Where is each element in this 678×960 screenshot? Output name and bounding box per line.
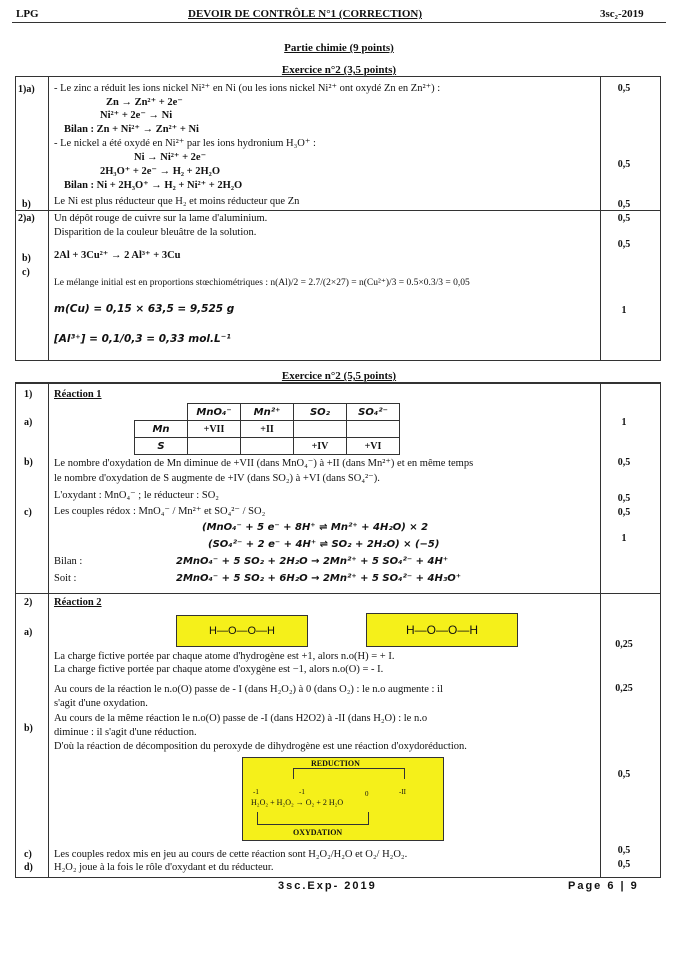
ex1-line: Bilan : Zn + Ni²⁺ → Zn²⁺ + Ni — [64, 124, 199, 135]
ex1-line: [Al³⁺] = 0,1/0,3 = 0,33 mol.L⁻¹ — [54, 333, 231, 345]
points: 1 — [621, 533, 627, 544]
ex2-line: Le nombre d'oxydation de Mn diminue de +VII (dans MnO₄⁻) à +II (dans Mn²⁺) et en même temps — [54, 458, 474, 469]
ex2-line: L'oxydant : MnO₄⁻ ; le réducteur : SO₂ — [54, 490, 219, 501]
n-o-oxygen: 0 — [365, 790, 369, 798]
n-o-left: -1 — [253, 788, 259, 796]
points: 0,5 — [617, 493, 631, 504]
table-head: Mn²⁺ — [241, 404, 294, 421]
exercise1-box — [15, 76, 661, 361]
exercise1-title: Exercice n°2 (3,5 points) — [281, 64, 397, 76]
table-head: SO₄²⁻ — [347, 404, 400, 421]
points: 0,5 — [617, 507, 631, 518]
header-rule — [12, 22, 666, 23]
ex2-line: Bilan : — [54, 556, 83, 567]
reduction-label: REDUCTION — [311, 759, 360, 768]
ex2-line: s'agit d'une oxydation. — [54, 698, 148, 709]
ex2-equation: 2MnO₄⁻ + 5 SO₂ + 2H₂O → 2Mn²⁺ + 5 SO₄²⁻ + 4H⁺ — [176, 556, 449, 567]
ex1-label-2b: b) — [22, 253, 31, 264]
exercise2-box — [15, 382, 661, 878]
ex2-equation: 2MnO₄⁻ + 5 SO₂ + 6H₂O → 2Mn²⁺ + 5 SO₄²⁻ + 4H₃O⁺ — [176, 573, 461, 584]
points: 1 — [621, 417, 627, 428]
part-title: Partie chimie (9 points) — [284, 42, 394, 54]
table-cell: +VI — [347, 438, 400, 455]
ex1-line: 2Al + 3Cu²⁺ → 2 Al³⁺ + 3Cu — [54, 250, 181, 261]
page-number: Page 6 | 9 — [568, 880, 639, 892]
points: 0,25 — [615, 683, 633, 694]
ex1-line: 2H₃O⁺ + 2e⁻ → H₂ + 2H₂O — [100, 166, 220, 177]
ex1-label-2a: 2)a) — [18, 213, 35, 224]
points: 0,5 — [617, 859, 631, 870]
points: 0,5 — [617, 213, 631, 224]
ex2-label-1a: a) — [24, 417, 33, 428]
points: 0,5 — [617, 199, 631, 210]
diagram-equation: H₂O₂ + H₂O₂ → O₂ + 2 H₂O — [251, 798, 344, 807]
n-o-right: -II — [399, 788, 406, 796]
points: 0,5 — [617, 845, 631, 856]
table-cell — [188, 438, 241, 455]
ex1-line: Le Ni est plus réducteur que H₂ et moins réducteur que Zn — [54, 196, 300, 207]
ex2-equation: (MnO₄⁻ + 5 e⁻ + 8H⁺ ⇌ Mn²⁺ + 4H₂O) × 2 — [202, 522, 429, 533]
table-cell: +VII — [188, 421, 241, 438]
lewis-formula-box: H—O—O—H — [176, 615, 308, 647]
ex2-label-1c: c) — [24, 507, 32, 518]
class-label: 3sc₂-2019 — [600, 8, 644, 20]
ex2-line: La charge fictive portée par chaque atome d'oxygène est −1, alors n.o(O) = - I. — [54, 664, 384, 675]
ex2-line: H₂O₂ joue à la fois le rôle d'oxydant et du réducteur. — [54, 862, 274, 873]
n-o-mid: -1 — [299, 788, 305, 796]
reduction-arrow — [293, 768, 405, 779]
ex1-line: - Le zinc a réduit les ions nickel Ni²⁺ en Ni (ou les ions nickel Ni²⁺ ont oxydé Zn en Zn²⁺) : — [54, 83, 441, 94]
ex2-label-2: 2) — [24, 597, 33, 608]
ex1-line: Un dépôt rouge de cuivre sur la lame d'aluminium. — [54, 213, 268, 224]
table-cell — [241, 438, 294, 455]
table-cell: S — [135, 438, 188, 455]
page-title: DEVOIR DE CONTRÔLE N°1 (CORRECTION) — [188, 8, 422, 20]
points: 0,5 — [617, 457, 631, 468]
ex1-label-2c: c) — [22, 267, 30, 278]
school-label: LPG — [16, 8, 39, 20]
ex1-line: Bilan : Ni + 2H₃O⁺ → H₂ + Ni²⁺ + 2H₂O — [64, 180, 243, 191]
redox-diagram — [242, 757, 444, 841]
ex1-label-1b: b) — [22, 199, 31, 210]
table-head: SO₂ — [294, 404, 347, 421]
ex1-line: m(Cu) = 0,15 × 63,5 = 9,525 g — [54, 303, 235, 315]
ex2-label-2b: b) — [24, 723, 33, 734]
table-cell — [347, 421, 400, 438]
table-cell: Mn — [135, 421, 188, 438]
points: 1 — [621, 305, 627, 316]
oxidation-number-table — [134, 403, 400, 455]
ex2-line: D'où la réaction de décomposition du peroxyde de dihydrogène est une réaction d'oxydoréduction. — [54, 741, 467, 752]
ex2-label-2c: c) — [24, 849, 32, 860]
oxidation-arrow — [257, 812, 369, 825]
ex2-line: Au cours de la même réaction le n.o(O) passe de -I (dans H2O2) à -II (dans H₂O) : le n.o — [54, 713, 428, 724]
reaction2-title: Réaction 2 — [54, 597, 102, 608]
points: 0,5 — [617, 239, 631, 250]
ex1-line: - Le nickel a été oxydé en Ni²⁺ par les ions hydronium H₃O⁺ : — [54, 138, 316, 149]
points: 0,5 — [617, 159, 631, 170]
ex1-line: Le mélange initial est en proportions stœchiométriques : n(Al)/2 = 2.7/(2×27) = n(Cu²⁺)/3 = 0.5×0.3/3 = 0,05 — [54, 278, 470, 288]
charge-formula-box: H—O—O—H — [366, 613, 518, 647]
table-cell — [294, 421, 347, 438]
ex1-line: Disparition de la couleur bleuâtre de la solution. — [54, 227, 257, 238]
ex2-line: le nombre d'oxydation de S augmente de +IV (dans SO₂) à +VI (dans SO₄²⁻). — [54, 473, 380, 484]
ex2-line: Soit : — [54, 573, 77, 584]
ex2-line: diminue : il s'agit d'une réduction. — [54, 727, 197, 738]
points: 0,5 — [617, 83, 631, 94]
table-cell: +II — [241, 421, 294, 438]
ex1-line: Zn → Zn²⁺ + 2e⁻ — [106, 97, 183, 108]
points: 0,5 — [617, 769, 631, 780]
ex2-line: La charge fictive portée par chaque atome d'hydrogène est +1, alors n.o(H) = + I. — [54, 651, 395, 662]
table-cell: +IV — [294, 438, 347, 455]
ex1-line: Ni²⁺ + 2e⁻ → Ni — [100, 110, 173, 121]
ex2-equation: (SO₄²⁻ + 2 e⁻ + 4H⁺ ⇌ SO₂ + 2H₂O) × (−5) — [208, 539, 440, 550]
ex1-line: Ni → Ni²⁺ + 2e⁻ — [134, 152, 207, 163]
points: 0,25 — [615, 639, 633, 650]
exercise2-title: Exercice n°2 (5,5 points) — [281, 370, 397, 382]
reaction1-title: Réaction 1 — [54, 389, 102, 400]
ex1-label-1a: 1)a) — [18, 84, 35, 95]
ex2-line: Les couples rédox : MnO₄⁻ / Mn²⁺ et SO₄²⁻ / SO₂ — [54, 506, 266, 517]
ex2-label-1: 1) — [24, 389, 33, 400]
ex2-label-1b: b) — [24, 457, 33, 468]
footer-class: 3sc.Exp- 2019 — [278, 880, 377, 892]
ex2-line: Au cours de la réaction le n.o(O) passe de - I (dans H₂O₂) à 0 (dans O₂) : le n.o augmente : il — [54, 684, 443, 695]
ex2-label-2d: d) — [24, 862, 33, 873]
table-head: MnO₄⁻ — [188, 404, 241, 421]
ex2-line: Les couples redox mis en jeu au cours de cette réaction sont H₂O₂/H₂O et O₂/ H₂O₂. — [54, 849, 408, 860]
oxidation-label: OXYDATION — [293, 828, 343, 837]
ex2-label-2a: a) — [24, 627, 33, 638]
